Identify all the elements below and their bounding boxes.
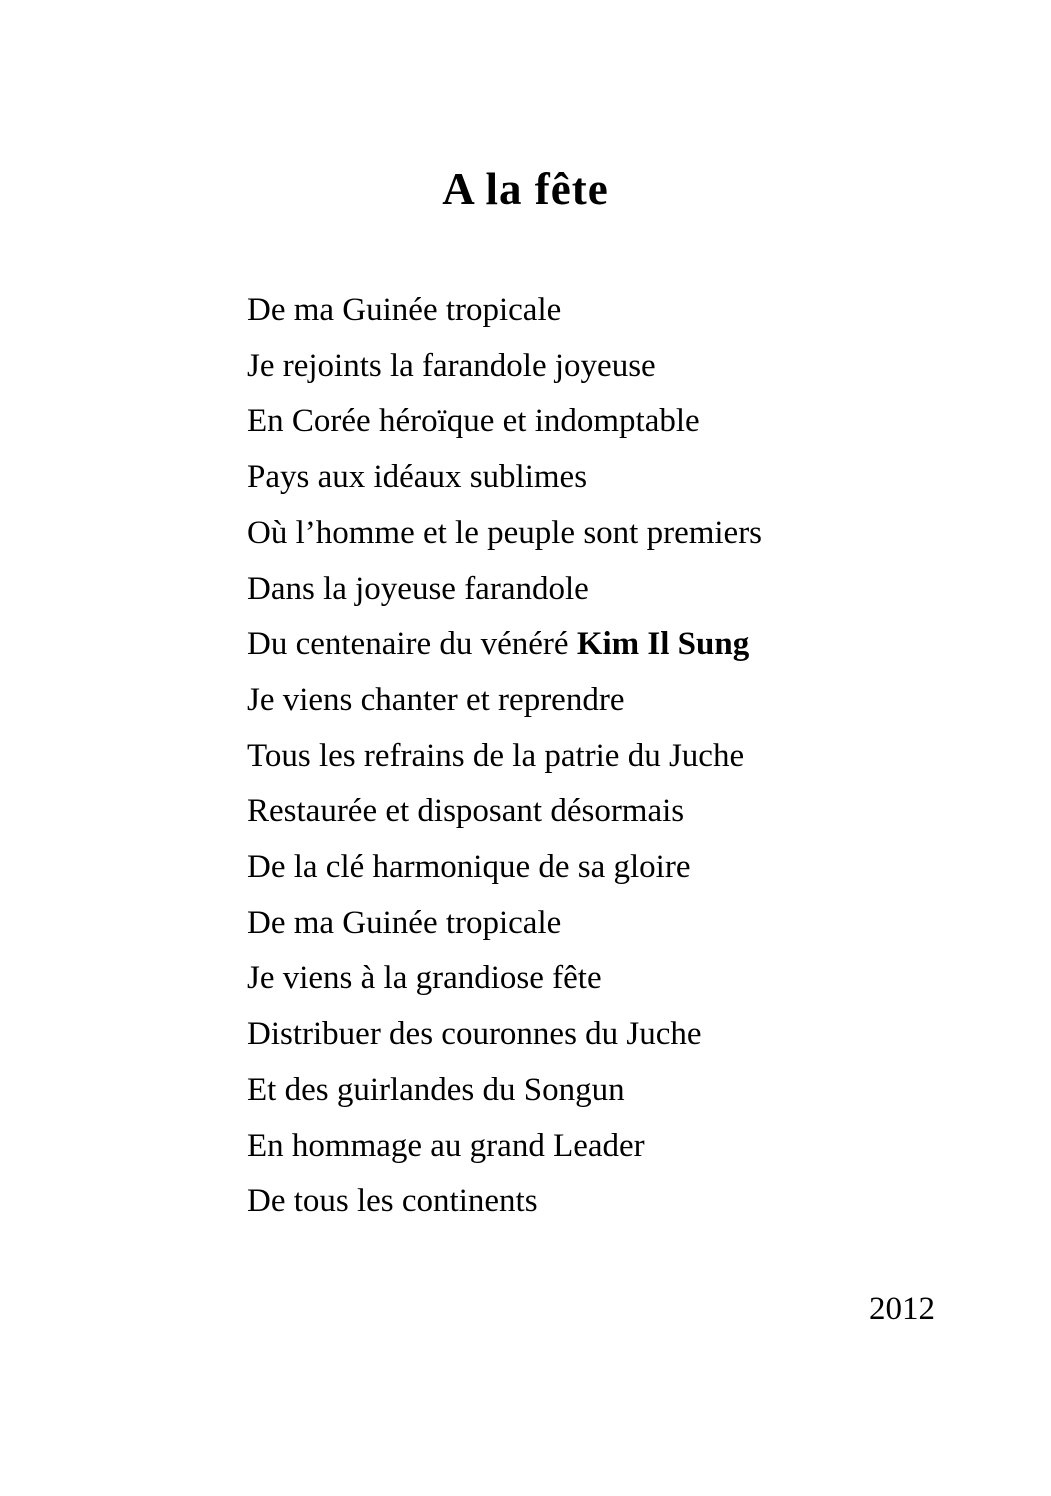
poem-line-text: De la clé harmonique de sa gloire xyxy=(247,849,691,886)
poem-line xyxy=(247,562,762,618)
poem-line xyxy=(247,394,762,450)
poem-line xyxy=(247,450,762,506)
poem-line-text: Et des guirlandes du Songun xyxy=(247,1071,625,1108)
poem-line-text: Où l’homme et le peuple sont premiers xyxy=(247,514,763,551)
poem-line-text: Je viens à la grandiose fête xyxy=(247,960,602,997)
poem-line-text: Je rejoints la farandole joyeuse xyxy=(247,347,656,384)
poem-line xyxy=(247,840,762,896)
poem-body xyxy=(247,283,762,1230)
poem-line xyxy=(247,283,762,339)
poem-line-bold-text: Kim Il Sung xyxy=(576,626,750,663)
poem-line-text: Distribuer des couronnes du Juche xyxy=(247,1016,702,1053)
poem-line xyxy=(247,1007,762,1063)
poem-line xyxy=(247,951,762,1007)
poem-line-text: Dans la joyeuse farandole xyxy=(247,570,589,607)
poem-line xyxy=(247,1119,762,1175)
poem-line-text: De ma Guinée tropicale xyxy=(247,904,562,941)
poem-line-text: Tous les refrains de la patrie du Juche xyxy=(247,737,745,774)
poem-line xyxy=(247,617,762,673)
poem-line xyxy=(247,729,762,785)
poem-line xyxy=(247,1063,762,1119)
poem-line-text: Pays aux idéaux sublimes xyxy=(247,459,588,496)
poem-line-text: Du centenaire du vénéré xyxy=(247,626,577,663)
poem-line xyxy=(247,784,762,840)
poem-line xyxy=(247,339,762,395)
page-title: A la fête xyxy=(442,164,609,214)
poem-line-text: De tous les continents xyxy=(247,1183,538,1220)
poem-line-text: Je viens chanter et reprendre xyxy=(247,681,625,718)
poem-line xyxy=(247,673,762,729)
year-label: 2012 xyxy=(869,1291,935,1327)
poem-line-text: Restaurée et disposant désormais xyxy=(247,793,685,830)
poem-line-text: En hommage au grand Leader xyxy=(247,1127,645,1164)
poem-line xyxy=(247,1174,762,1230)
poem-line-text: De ma Guinée tropicale xyxy=(247,292,562,328)
poem-line-text: En Corée héroïque et indomptable xyxy=(247,403,700,440)
poem-line xyxy=(247,896,762,952)
poem-line xyxy=(247,506,762,562)
